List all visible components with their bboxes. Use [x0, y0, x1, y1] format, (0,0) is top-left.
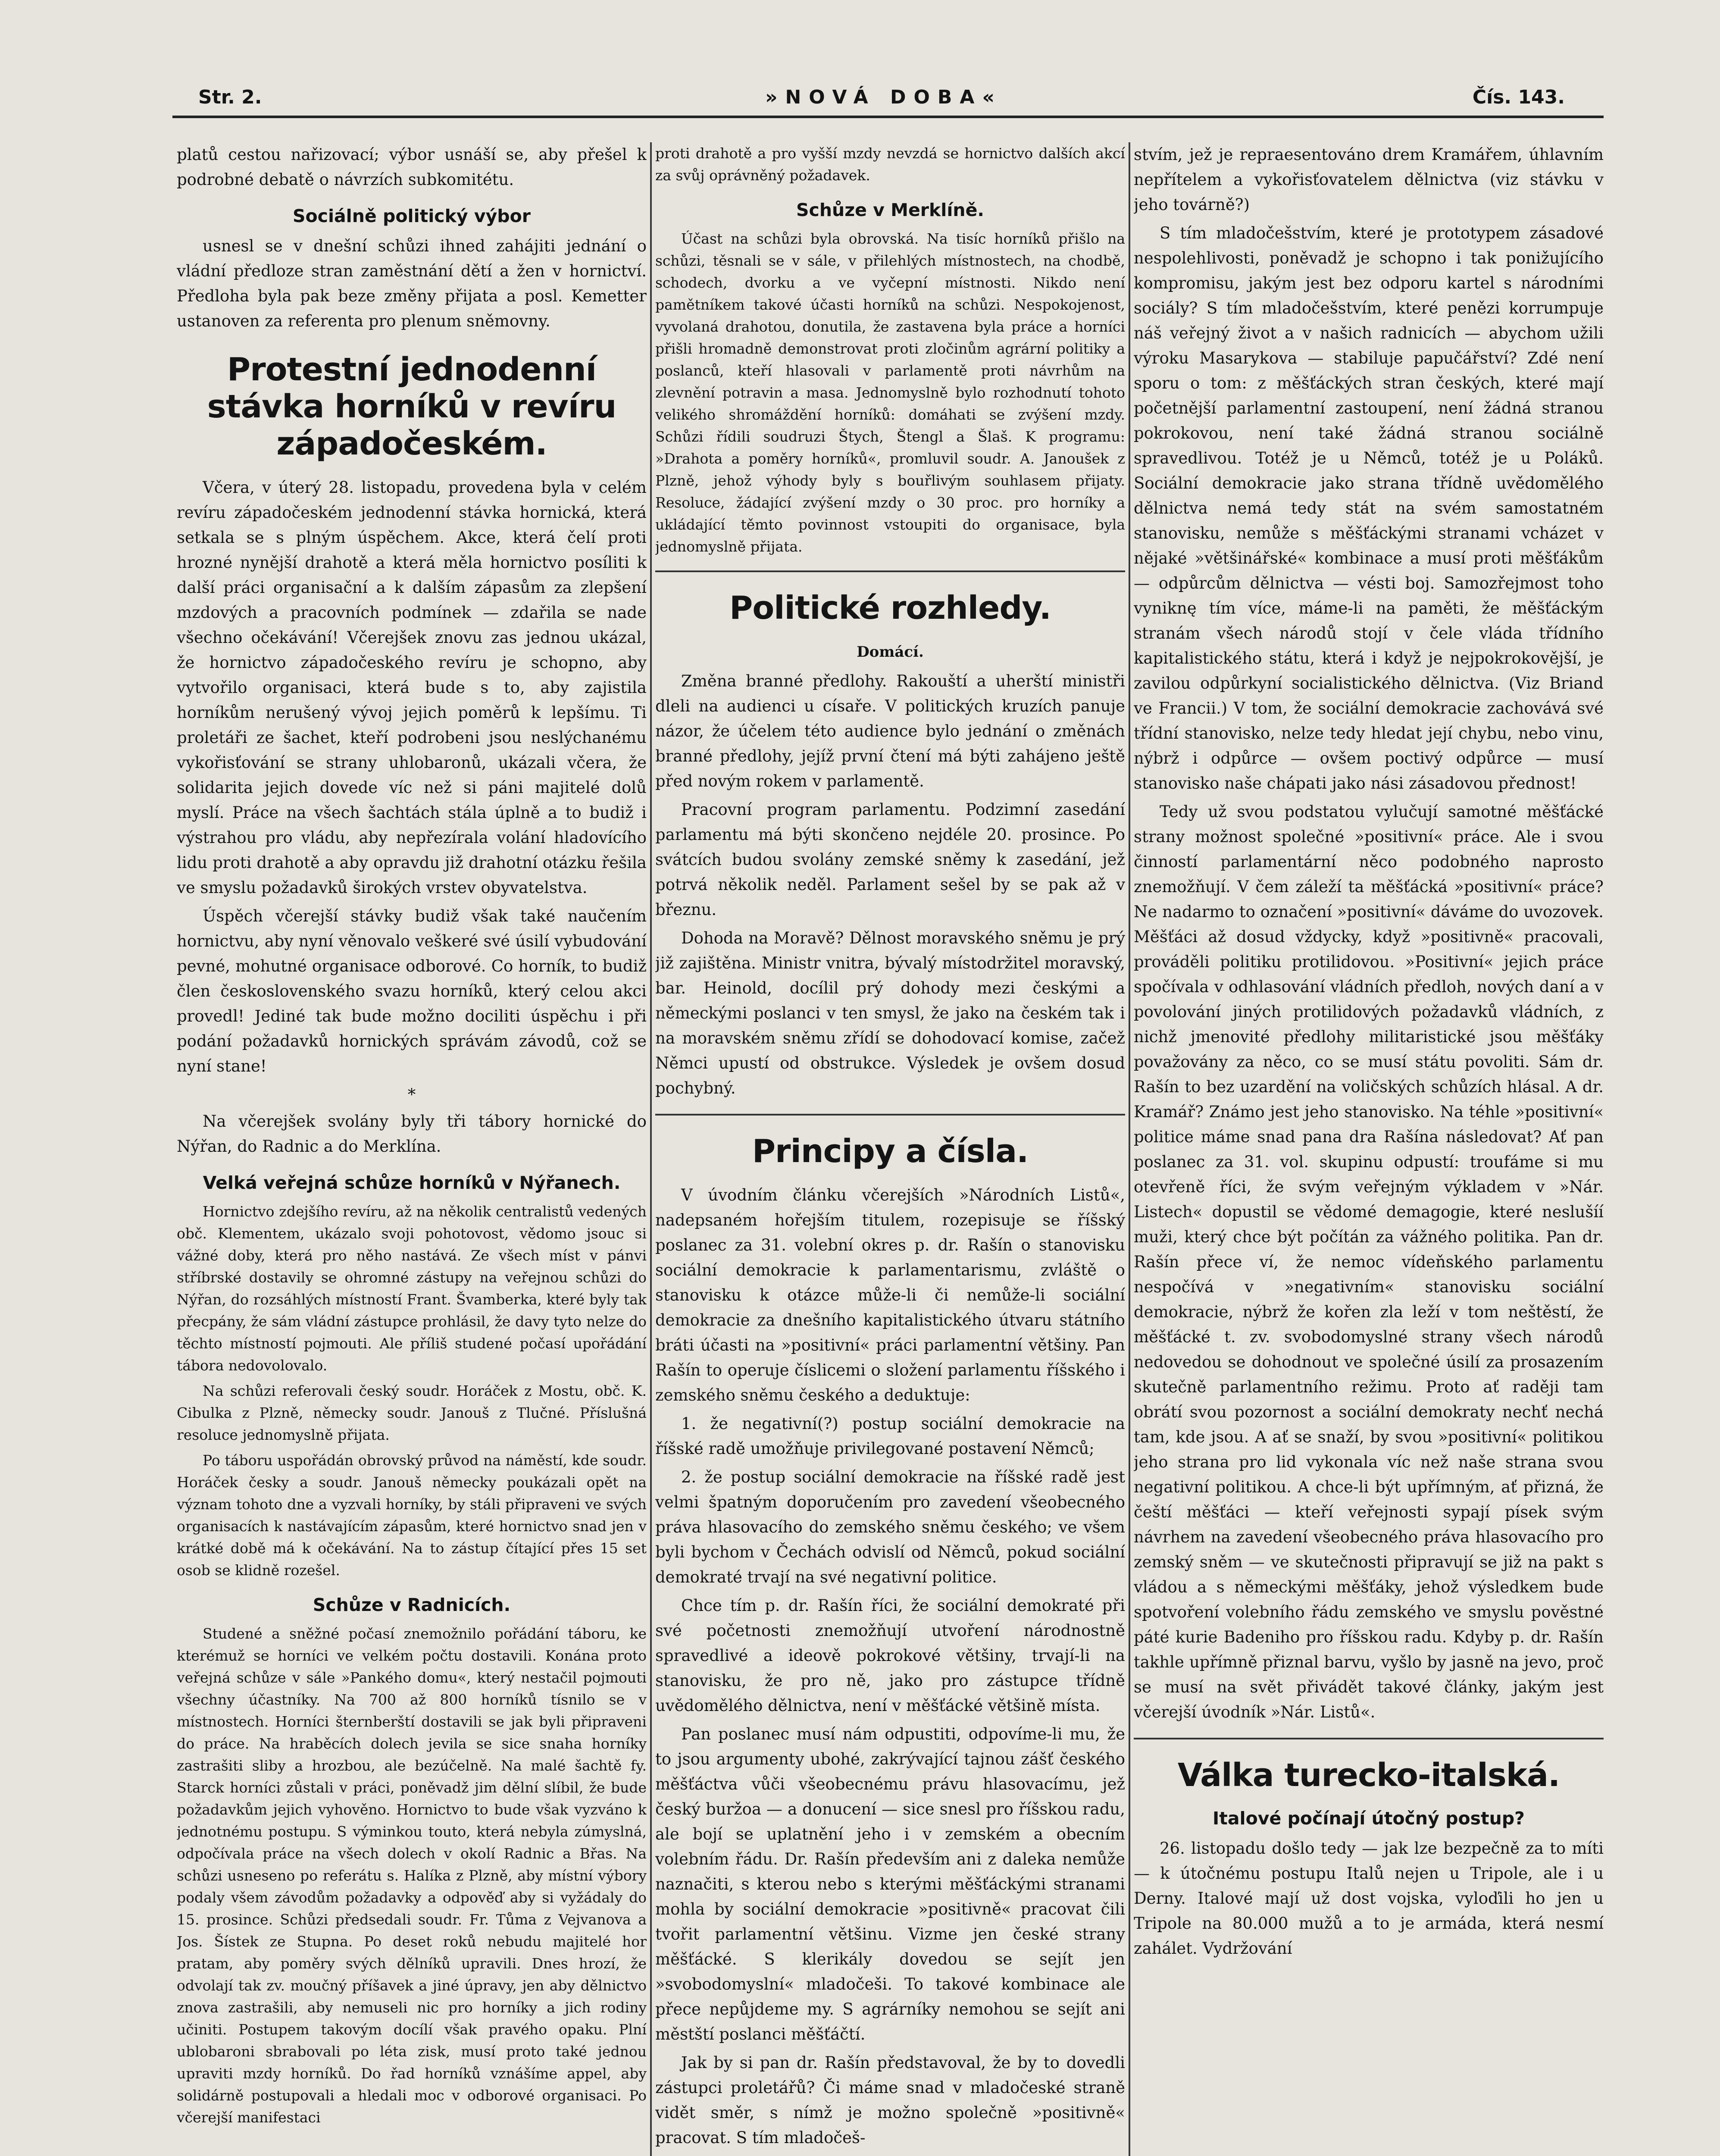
section-heading: Schůze v Merklíně.	[796, 200, 984, 220]
paragraph: S tím mladočešstvím, které je prototypem zásadové nespolehlivosti, poněvadž je schopno i tak ponižujícího kompromisu, jakým jest bez odporu kartel s národními sociály? S tím mladočešstvím, které penězi korrumpuje náš veřejný život a v našich radnicích — abychom užili výroku Masarykova — stabiluje papučářství? Zdé není sporu o tom: z měšťáckých stran českých, které mají početnější parlamentní zastoupení, není žádná stranou pokrokovou, není také žádná stranou sociálně spravedlivou. Totéž je u Němců, totéž je u Poláků. Sociální demokracie jako strana třídně uvědomělého dělnictva nemá tedy stát na svém samostatném stanovisku, nemůže s měšťáckými stranami vcházet v nějaké »většinářské« kombinace a musí proti měšťákům — odpůrcům dělnictva — vésti boj. Samozřejmost toho vyniknę tím více, máme-li na paměti, že měšťáckým stranám všech národů stojí v čele vláda třídního kapitalistického státu, která i když je nejpokrokovější, je zavilou odpůrkyní socialistického dělnictva. (Viz Briand ve Francii.) V tom, že sociální demokracie zachovává své třídní stanovisko, nelze tedy hledat její chybu, nebo vinu, nýbrž i odpůrce — ovšem poctivý odpůrce — musí stanovisko naše chápati jako nási zásadovou přednost!	[1134, 224, 1604, 793]
paragraph: Na včerejšek svolány byly tři tábory hornické do Nýřan, do Radnic a do Merklína.	[177, 1112, 647, 1156]
page-number: Str. 2.	[198, 86, 262, 108]
section-heading: Italové počínají útočný postup?	[1213, 1808, 1525, 1829]
article-headline: Politické rozhledy.	[729, 589, 1051, 627]
header-rule	[172, 116, 1604, 118]
paragraph: usnesl se v dnešní schůzi ihned zahájiti jednání o vládní předloze stran zaměstnání dětí a žen v hornictví. Předloha byla pak beze změny přijata a posl. Kemetter ustanoven za referenta pro plenum sněmovny.	[177, 237, 647, 330]
paragraph: Včera, v úterý 28. listopadu, provedena byla v celém revíru západočeském jednodenní stávka hornická, která setkala se s plným úspěchem. Akce, která čelí proti hrozné nynější drahotě a která měla hornictvo posíliti k další práci organisační a k dalším zápasům za zlepšení mzdových a pracovních podmínek — zdařila se nade všechno očekávání! Včerejšek znovu zas jednou ukázal, že hornictvo západočeského revíru je schopno, aby vytvořilo organisaci, která bude s to, aby zajistila horníkům nerušený vývoj jejich poměrů k lepšímu. Ti proletáři ze šachet, kteří podrobeni jsou neslýchanému vykořisťování se strany uhlobaronů, ukázali včera, že solidarita jejich dovede víc než si páni majitelé dolů myslí. Práce na všech šachtách stála úplně a to budiž i výstrahou pro vládu, aby nepřezírala volání hladovícího lidu proti drahotě a aby opravdu již drahotní otázku řešila ve smyslu požadavků širokých vrstev obyvatelstva.	[177, 478, 647, 897]
paragraph: Chce tím p. dr. Rašín říci, že sociální demokraté při své početnosti znemožňují utvoření národnostně spravedlivé a ideově pokrokové většiny, trvají-li na stanovisku, že pro ně, jako pro zástupce třídně uvědomělého dělnictva, není v měšťácké většině místa.	[655, 1596, 1125, 1715]
paragraph: Dohoda na Moravě? Dělnost moravského sněmu je prý již zajištěna. Ministr vnitra, bývalý místodržitel moravský, bar. Heinold, docílil prý dohody mezi českými a německými poslanci v ten smysl, že jako na českém tak i na moravském sněmu zřídí se dohodovací komise, začež Němci upustí od obstrukce. Výsledek je ovšem dosud pochybný.	[655, 929, 1125, 1097]
paragraph: Jak by si pan dr. Rašín představoval, že by to dovedli zástupci proletářů? Či máme snad v mladočeské straně vidět směr, s nímž je možno společně »positivně« pracovat. S tím mladočeš-	[655, 2053, 1125, 2147]
article-headline: Principy a čísla.	[752, 1133, 1029, 1170]
paragraph: 2. že postup sociální demokracie na říšské radě jest velmi špatným doporučením pro zavedení všeobecného práva hlasovacího do zemského sněmu českého; ve všem byli bychom v Čechách odvislí od Němců, pokud sociální demokraté trvají na své negativní politice.	[655, 1468, 1125, 1586]
section-heading: Velká veřejná schůze horníků v Nýřanech.	[203, 1172, 621, 1193]
section-heading: Sociálně politický výbor	[292, 206, 531, 226]
section-rule	[655, 570, 1125, 572]
paragraph: Studené a sněžné počasí znemožnilo pořádání táboru, ke kterémuž se horníci ve velkém počtu dostavili. Konána proto veřejná schůze v sále »Pankého domu«, který nestačil pojmouti všechny účastníky. Na 700 až 800 horníků tísnilo se v místnostech. Horníci šternberští dostavili se jak byli připraveni do práce. Na hraběcích dolech jevila se sice snaha horníky zastrašiti sliby a hrozbou, ale bezúčelně. Na malé šachtě fy. Starck horníci zůstali v práci, poněvadž jim dělní slíbil, že bude požadavkům jejich vyhověno. Hornictvo to bude však vyzváno k jednotnému postupu. S výminkou touto, která nebyla zúmyslná, odpočívala práce na všech dolech v okolí Radnic a Břas. Na schůzi usneseno po referátu s. Halíka z Plzně, aby místní výbory podaly všem závodům požadavky a odpověď aby si vyžádaly do 15. prosince. Schůzi předsedali soudr. Fr. Tůma z Vejvanova a Jos. Šístek ze Stupna. Po deset roků nebudu majitelé hor pratam, aby poměry svých dělníků upravili. Dnes hrozí, že odvolají tak zv. moučný příšavek a jiné úpravy, jen aby dělnictvo znova zastrašili, aby nemuseli nic pro horníky a jich rodiny učiniti. Postupem takovým docílí však pravého opaku. Plní ublobaroni sbrabovali po léta zisk, musí proto také jednou upraviti mzdy horníků. Do řad horníků vznášíme appel, aby solidárně postupovali a hledali moc v odborové organisaci. Po včerejší manifestaci	[177, 1625, 647, 2126]
paragraph: 26. listopadu došlo tedy — jak lze bezpečně za to míti — k útočnému postupu Italů nejen u Tripole, ale i u Derny. Italové mají už dost vojska, vyloďili ho jen u Tripole na 80.000 mužů a to je armáda, která nesmí zahálet. Vydržování	[1134, 1839, 1604, 1958]
paragraph: 1. že negativní(?) postup sociální demokracie na říšské radě umožňuje privilegované postavení Němců;	[655, 1414, 1125, 1458]
paragraph: platů cestou nařizovací; výbor usnáší se, aby přešel k podrobné debatě o návrzích subkomitétu.	[177, 145, 647, 189]
column-2	[655, 142, 1125, 2156]
paragraph: Pracovní program parlamentu. Podzimní zasedání parlamentu má býti skončeno nejdéle 20. prosince. Po svátcích budou svolány zemské sněmy k zasedání, jež potrvá několik neděl. Parlament sešel by se pak až v březnu.	[655, 800, 1125, 919]
separator-star: *	[407, 1085, 416, 1104]
paragraph: Tedy už svou podstatou vylučují samotné měšťácké strany možnost společné »positivní« práce. Ale i svou činností parlamentární něco podobného naprosto znemožňují. V čem záleží ta měšťácká »positivní« práce? Ne nadarmo to označení »positivní« dáváme do uvozovek. Měšťáci až dosud vždycky, když »positivně« pracovali, prováděli politiku protilidovou. »Positivní« jejich práce spočívala v odhlasování vládních předloh, nových daní a v povolování jiných protilidových požadavků vládních, z nichž jmenovité předlohy militaristické jsou měšťáky považovány za něco, co se musí státu povoliti. Sám dr. Rašín to bez uzardění na voličských schůzích hlásal. A dr. Kramář? Známo jest jeho stanovisko. Na téhle »positivní« politice máme snad pana dra Rašína následovat? Ať pan poslanec za 31. vol. skupinu odpustí: troufáme si mu otevřeně říci, že svým veřejným výkladem v »Nár. Listech« dopustil se vědomé demagogie, které neslušíí muži, který chce být počítán za vážného politika. Pan dr. Rašín přece ví, že nemoc vídeňského parlamentu nespočívá v »negativním« stanovisku sociální demokracie, nýbrž že kořen zla leží v tom neštěstí, že měšťácké t. zv. svobodomyslné strany všech národů nedovedou se dohodnout ve společné úsilí za prosazením skutečně parlamentního režimu. Proto ať raději tam obrátí svou pozornost a sociální demokraty nechť nechá tam, kde jsou. A ať se snaží, by svou »positivní« politikou jeho strana pro lid vykonala víc než naše strana svou negativní politikou. A chce-li být upřímným, ať přizná, že čeští měšťáci — kteří veřejnosti sypají písek svým návrhem na zavedení všeobecného práva hlasovacího pro zemský sněm — ve skutečnosti připravují se již na pakt s vládou a s německými měšťáky, jehož výsledkem bude spotvoření volebního řádu zemského ve smyslu pověstné páté kurie Badeniho pro říšskou radu. Kdyby p. dr. Rašín takhle upřímně přiznal barvu, vyšlo by jasně na jevo, proč se musí na svět přivádět takové články, jakým jest včerejší úvodník »Nár. Listů«.	[1134, 802, 1604, 1721]
subsection-label: Domácí.	[857, 643, 924, 661]
paragraph: stvím, jež je repraesentováno drem Kramářem, úhlavním nepřítelem a vykořisťovatelem dělnictva (viz stávku v jeho továrně?)	[1134, 145, 1604, 214]
section-rule	[1134, 1738, 1604, 1739]
paragraph: Pan poslanec musí nám odpustiti, odpovíme-li mu, že to jsou argumenty ubohé, zakrývající tajnou zášť českého měšťáctva vůči všeobecnému právu hlasovacímu, jež český buržoa — a donucení — sice snesl pro říšskou radu, ale bojí se uplatnění jeho i v zemském a obecním volebním řádu. Dr. Rašín především ani z daleka nemůže naznačiti, s kterou nebo s kterými měšťáckými stranami mohla by sociální demokracie »positivně« pracovat čili tvořit parlamentní většinu. Vizme jen české strany měšťácké. S klerikály dovedou se sejít jen »svobodomyslní« mladočeši. To takové kombinace ale přece nepůjdeme my. S agrárníky nemohou se sejít ani městští poslanci měšťáčtí.	[655, 1725, 1125, 2043]
paragraph: Účast na schůzi byla obrovská. Na tisíc horníků přišlo na schůzi, těsnali se v sále, v přilehlých místnostech, na chodbě, schodech, dvorku a ve vyčepní místnosti. Nikdo není pamětníkem takové účasti horníků na schůzi. Nespokojenost, vyvolaná drahotou, donutila, že zastavena byla práce a horníci přišli hromadně demonstrovat proti zločinům agrární politiky a poslanců, kteří hlasovali v parlamentě proti návrhům na zlevnění potravin a masa. Jednomyslně bylo rozhodnutí tohoto velikého shromáždění horníků: domáhati se zvýšení mzdy. Schůzi řídili soudruzi Štych, Štengl a Šlaš. K programu: »Drahota a poměry horníků«, promluvil soudr. A. Janoušek z Plzně, jehož výhody byly s bouřlivým souhlasem přijaty. Resoluce, žádající zvýšení mzdy o 30 proc. pro horníky a ukládající těmto povinnost vstoupiti do organisace, byla jednomyslně přijata.	[655, 230, 1125, 555]
column-divider	[1129, 142, 1130, 2156]
column-1	[177, 142, 647, 2156]
paragraph: Změna branné předlohy. Rakouští a uherští ministři dleli na audienci u císaře. V politických kruzích panuje názor, že účelem této audience bylo jednání o změnách branné předlohy, jejíž první čtení má býti zahájeno ještě před novým rokem v parlamentě.	[655, 672, 1125, 790]
newspaper-title: »NOVÁ DOBA«	[765, 86, 1002, 108]
column-3	[1134, 142, 1604, 2156]
column-divider	[650, 142, 652, 2156]
section-heading: Schůze v Radnicích.	[313, 1595, 511, 1615]
section-rule	[655, 1114, 1125, 1116]
article-headline: Válka turecko-italská.	[1177, 1757, 1560, 1794]
issue-number: Čís. 143.	[1472, 86, 1565, 108]
paragraph: Hornictvo zdejšího revíru, až na několik centralistů vedených obč. Klementem, ukázalo svoji pohotovost, vědomo jsouc si vážné doby, která pro něho nastává. Ze všech míst v pánvi stříbrské dostavily se ohromné zástupy na veřejnou schůzi do Nýřan, do rozsáhlých místností Frant. Švamberka, které byly tak přecpány, že sám vládní zástupce prohlásil, že davy tyto nelze do těchto místností pojmouti. Ale příliš studené počasí upořádání tábora nedovolovalo.	[177, 1203, 647, 1374]
paragraph: Na schůzi referovali český soudr. Horáček z Mostu, obč. K. Cibulka z Plzně, německy soudr. Janouš z Tlučné. Příslušná resoluce jednomyslně přijata.	[177, 1382, 647, 1443]
article-headline: Protestní jednodenní stávka horníků v revíru západočeském.	[207, 351, 616, 462]
paragraph: V úvodním článku včerejších »Národních Listů«, nadepsaném hořejším titulem, rozepisuje se říšský poslanec za 31. volební okres p. dr. Rašín o stanovisku sociální demokracie k parlamentarismu, zvláště o stanovisku k otázce může-li či nemůže-li sociální demokracie za dnešního kapitalistického útvaru státního bráti účasti na »positivní« práci parlamentní většiny. Pan Rašín to operuje číslicemi o složení parlamentu říšského i zemského sněmu českého a deduktuje:	[655, 1186, 1125, 1404]
paragraph: proti drahotě a pro vyšší mzdy nevzdá se hornictvo dalších akcí za svůj oprávněný požadavek.	[655, 145, 1125, 184]
masthead	[190, 86, 1578, 112]
paragraph: Po táboru uspořádán obrovský průvod na náměstí, kde soudr. Horáček česky a soudr. Janouš německy poukázali opět na význam tohoto dne a vyzvali horníky, by stáli připraveni ve svých organisacích k nastávajícím zápasům, které hornictvo snad jen v krátké době má k očekávání. Na to zástup čítající přes 15 set osob se klidně rozešel.	[177, 1452, 647, 1579]
paragraph: Úspěch včerejší stávky budiž však také naučením hornictvu, aby nyní věnovalo veškeré své úsilí vybudování pevné, mohutné organisace odborové. Co horník, to budiž člen československého svazu horníků, který celou akci provedl! Jediné tak bude možno dociliti úspěchu i při podání požadavků hornických správám závodů, což se nyní stane!	[177, 907, 647, 1075]
